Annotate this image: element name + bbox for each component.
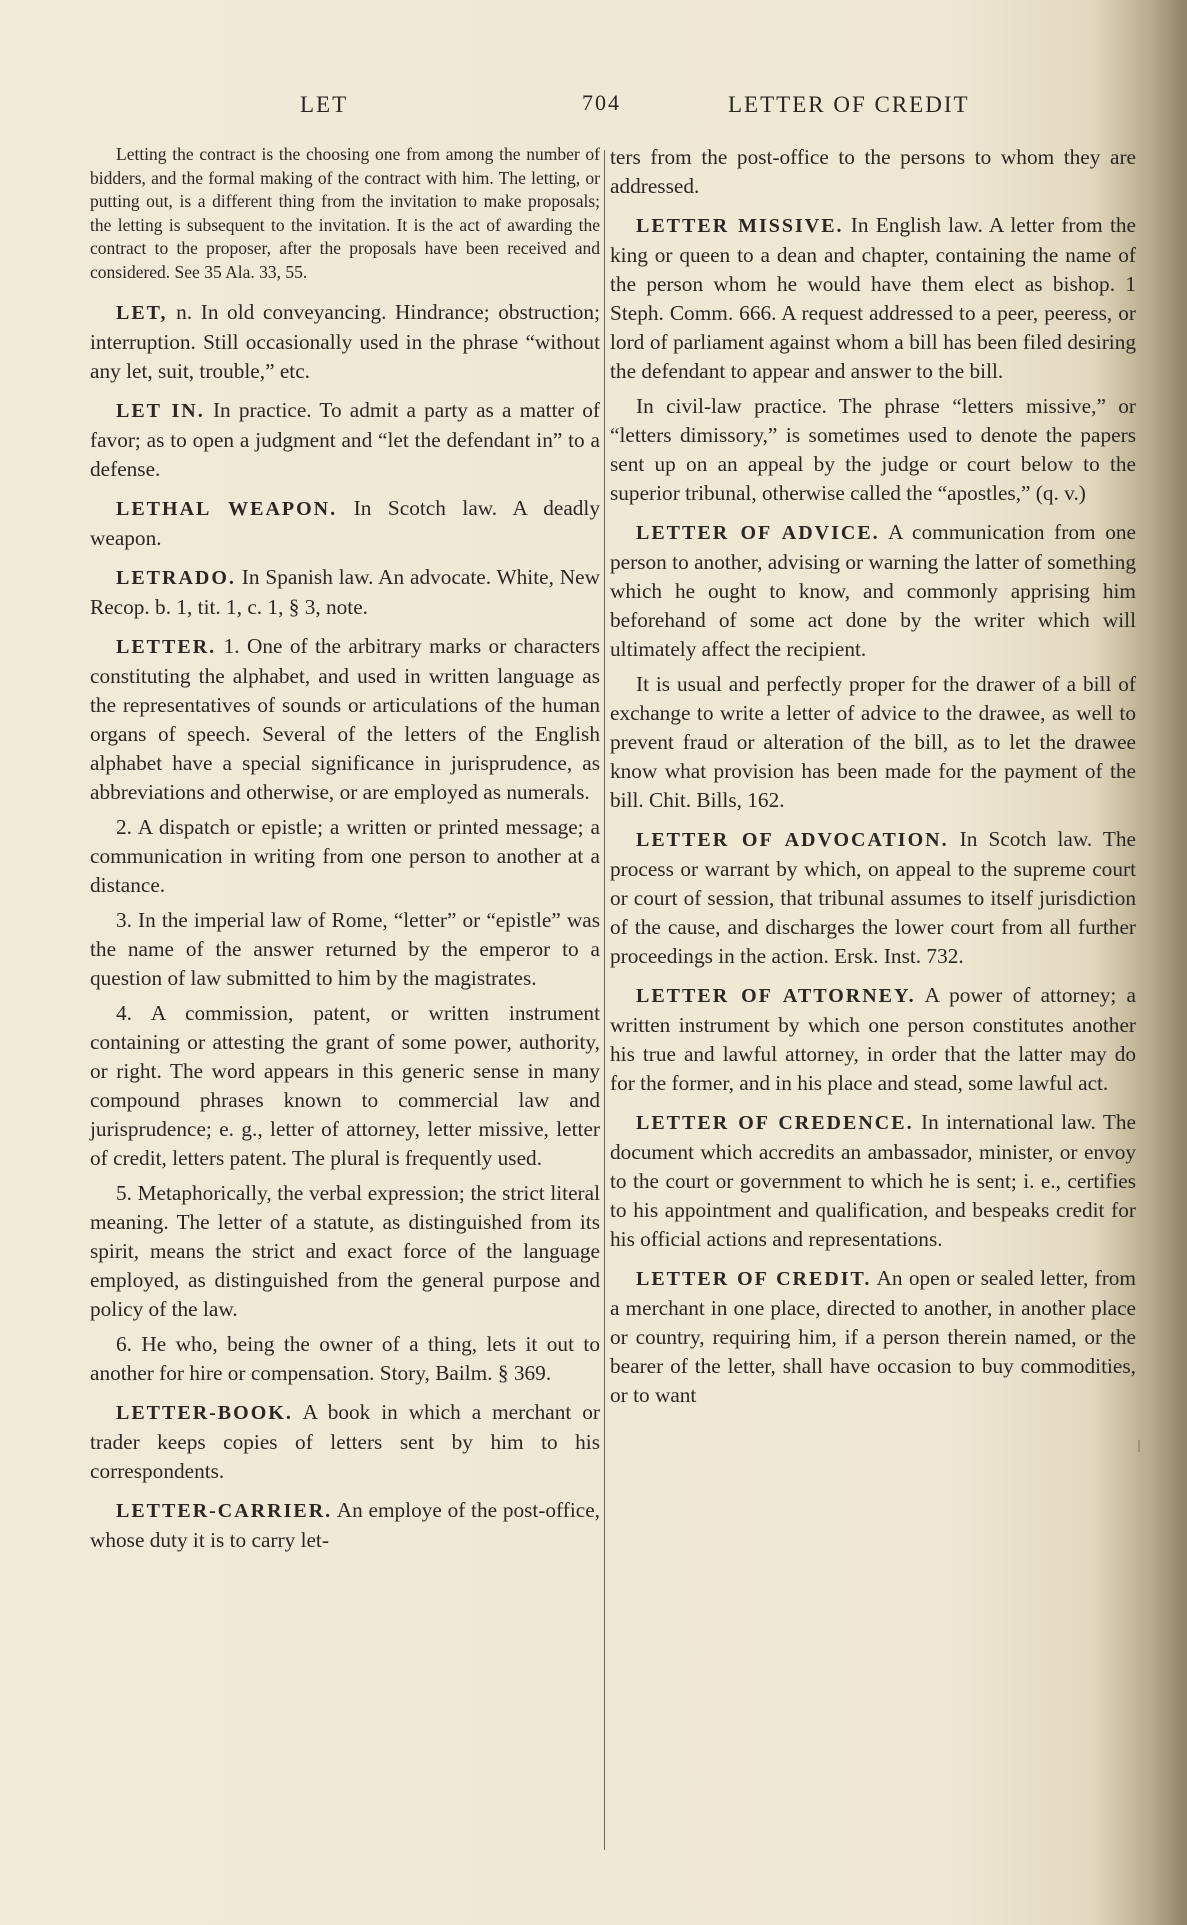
letter-sense-4: 4. A commission, patent, or written instrument containing or attesting the grant of some power, authority, or right. The word appears in this generic sense in many compound phrases known to commercial law and jurisprudence; e. g., letter of attorney, letter missive, letter of credit, letters patent. The plural is frequently used.: [90, 1001, 600, 1170]
entry-let-in: [90, 396, 600, 484]
entry-text: In practice. To admit a party as a matter of favor; as to open a judgment and “let the defendant in” to a defense.: [90, 398, 600, 481]
entry-term: LETTER MISSIVE.: [636, 215, 844, 237]
letter-sense-6: 6. He who, being the owner of a thing, lets it out to another for hire or compensation. Story, Bailm. § 369.: [90, 1332, 600, 1385]
entry-letter-of-attorney: [610, 981, 1136, 1098]
letter-sense-2: 2. A dispatch or epistle; a written or printed message; a communication in writing from one person to another at a distance.: [90, 815, 600, 897]
letter-carrier-continuation: ters from the post-office to the persons to whom they are addressed.: [610, 145, 1136, 198]
entry-let: [90, 298, 600, 386]
entry-term: LETTER OF CREDENCE.: [636, 1112, 914, 1134]
entry-letrado: [90, 563, 600, 622]
entry-term: LETTER OF CREDIT.: [636, 1268, 872, 1290]
right-column: [610, 143, 1136, 1420]
column-divider: [604, 150, 605, 1850]
entry-text: In Scotch law. A deadly weapon.: [90, 496, 600, 550]
entry-text: In Scotch law. The process or warrant by which, on appeal to the supreme court or court of session, that tribunal assumes to itself jurisdiction of the cause, and discharges the lower court from all further proceedings in the action. Ersk. Inst. 732.: [610, 827, 1136, 968]
entry-letter-of-credit: [610, 1264, 1136, 1410]
entry-term: LET IN.: [116, 400, 205, 422]
entry-letter: [90, 632, 600, 807]
entry-text: n. In old conveyancing. Hindrance; obstruction; interruption. Still occasionally used in the phrase “without any let, suit, trouble,” etc.: [90, 300, 601, 383]
header-left-word: LET: [300, 92, 349, 117]
entry-text: A book in which a merchant or trader keeps copies of letters sent by him to his correspondents.: [90, 1400, 600, 1483]
entry-letter-of-advocation: [610, 825, 1136, 971]
entry-term: LET,: [116, 302, 168, 324]
entry-text: A power of attorney; a written instrument by which one person constitutes another his true and lawful attorney, in order that the latter may do for the former, and in his place and stead, some lawful act.: [610, 983, 1136, 1095]
letter-of-advice-note: It is usual and perfectly proper for the drawer of a bill of exchange to write a letter of advice to the drawee, as well to prevent fraud or alteration of the bill, as to let the drawee know what provision has been made for the payment of the bill. Chit. Bills, 162.: [610, 672, 1136, 812]
left-column: [90, 143, 600, 1565]
entry-text: An employe of the post-office, whose duty it is to carry let-: [90, 1498, 601, 1552]
letter-missive-civil-law: In civil-law practice. The phrase “letters missive,” or “letters dimissory,” is sometimes used to denote the papers sent up on an appeal by the judge or court below to the superior tribunal, otherwise called the “apostles,” (q. v.): [610, 394, 1136, 505]
entry-letting: [90, 143, 600, 284]
entry-term: LETTER OF ATTORNEY.: [636, 985, 916, 1007]
entry-term: LETTER.: [116, 636, 217, 658]
entry-text: Letting the contract is the choosing one from among the number of bidders, and the formal making of the contract with him. The letting, or putting out, is a different thing from the invitation to make proposals; the letting is subsequent to the invitation. It is the act of awarding the contract to the proposer, after the proposals have been received and considered. See 35 Ala. 33, 55.: [90, 144, 600, 282]
letter-sense-5: 5. Metaphorically, the verbal expression; the strict literal meaning. The letter of a statute, as distinguished from its spirit, means the strict and exact force of the language employed, as distinguished from the general purpose and policy of the law.: [90, 1181, 600, 1321]
entry-text: An open or sealed letter, from a merchant in one place, directed to another, in another place or country, requiring him, if a person therein named, or the bearer of the letter, shall have occasion to buy commodities, or to want: [610, 1266, 1136, 1407]
entry-text: A communication from one person to another, advising or warning the latter of something which he ought to know, and commonly apprising him beforehand of some act done by the writer which will ultimately affect the recipient.: [610, 520, 1136, 661]
entry-letter-of-credence: [610, 1108, 1136, 1254]
entry-term: LETTER-CARRIER.: [116, 1500, 333, 1522]
entry-text: In international law. The document which accredits an ambassador, minister, or envoy to the court or government to which he is sent; i. e., certifies to his appointment and qualification, and bespeaks credit for his official actions and representations.: [610, 1110, 1136, 1251]
entry-letter-carrier: [90, 1496, 600, 1555]
entry-term: LETHAL WEAPON.: [116, 498, 338, 520]
running-head: [0, 88, 1187, 122]
entry-term: LETTER OF ADVICE.: [636, 522, 880, 544]
entry-text: In Spanish law. An advocate. White, New Recop. b. 1, tit. 1, c. 1, § 3, note.: [90, 565, 600, 619]
header-right-word: LETTER OF CREDIT: [728, 92, 970, 117]
page-number: 704: [582, 90, 621, 115]
page-mark: [1138, 1440, 1140, 1452]
entry-term: LETTER OF ADVOCATION.: [636, 829, 949, 851]
entry-letter-missive: [610, 211, 1136, 386]
entry-text: In English law. A letter from the king or queen to a dean and chapter, containing the name of the person whom he would have them elect as bishop. 1 Steph. Comm. 666. A request addressed to a peer, peeress, or lord of parliament against whom a bill has been filed desiring the defendant to appear and answer to the bill.: [610, 213, 1136, 383]
entry-term: LETRADO.: [116, 567, 236, 589]
entry-letter-book: [90, 1398, 600, 1486]
entry-letter-of-advice: [610, 518, 1136, 664]
entry-term: LETTER-BOOK.: [116, 1402, 293, 1424]
entry-text: 1. One of the arbitrary marks or characters constituting the alphabet, and used in written language as the representatives of sounds or articulations of the human organs of speech. Several of the letters of the English alphabet have a special significance in jurisprudence, as abbreviations and otherwise, or are employed as numerals.: [90, 634, 600, 804]
entry-lethal-weapon: [90, 494, 600, 553]
letter-sense-3: 3. In the imperial law of Rome, “letter” or “epistle” was the name of the answer returned by the emperor to a question of law submitted to him by the magistrates.: [90, 908, 600, 990]
